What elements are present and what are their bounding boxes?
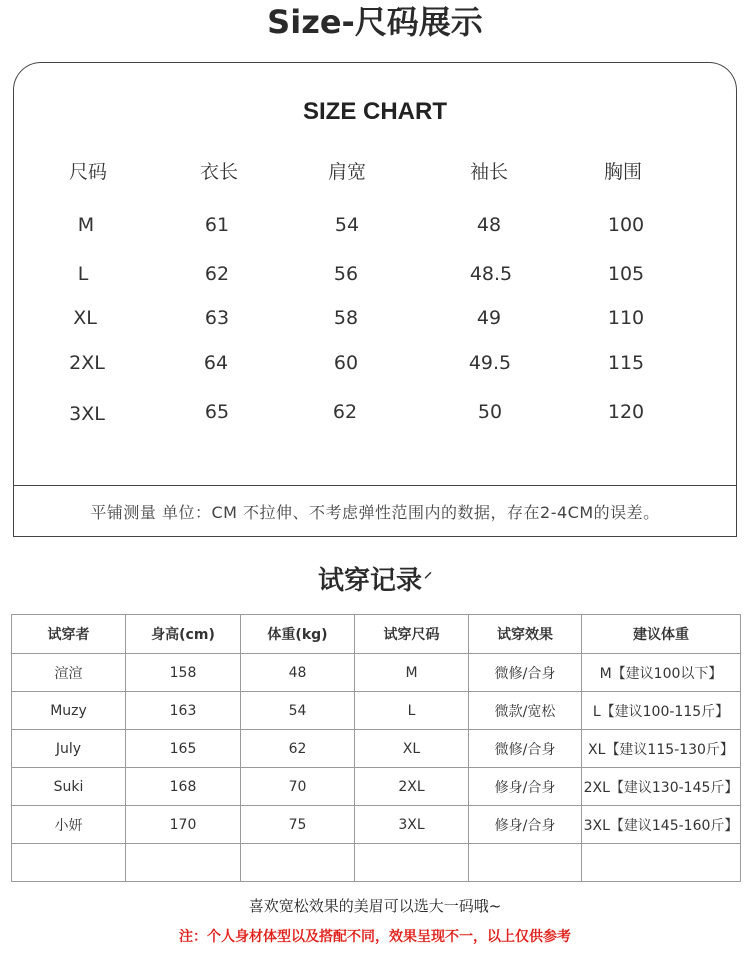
table-cell: 54 bbox=[241, 692, 355, 730]
try-on-title-text: 试穿记录 bbox=[317, 566, 422, 596]
table-cell: 修身/合身 bbox=[469, 768, 582, 806]
size-chart-cell: 63 bbox=[204, 307, 230, 329]
size-chart-cell: 49 bbox=[476, 307, 502, 329]
try-on-table bbox=[11, 614, 741, 882]
size-chart-cell: 58 bbox=[333, 307, 359, 329]
size-chart-header: 衣长 bbox=[199, 161, 239, 183]
size-chart-cell: 54 bbox=[334, 214, 360, 236]
table-cell: 3XL【建议145-160斤】 bbox=[582, 806, 741, 844]
size-chart-cell: 2XL bbox=[69, 352, 105, 374]
table-cell: 微款/宽松 bbox=[469, 692, 582, 730]
table-cell: 168 bbox=[126, 768, 241, 806]
table-header-cell: 试穿效果 bbox=[469, 615, 582, 654]
table-cell: 75 bbox=[241, 806, 355, 844]
card-divider bbox=[13, 485, 737, 486]
table-cell: 165 bbox=[126, 730, 241, 768]
table-cell: 163 bbox=[126, 692, 241, 730]
table-row bbox=[12, 730, 741, 768]
table-cell: L【建议100-115斤】 bbox=[582, 692, 741, 730]
size-chart-cell: 110 bbox=[607, 307, 645, 329]
table-cell bbox=[126, 844, 241, 882]
table-header-cell: 体重(kg) bbox=[241, 615, 355, 654]
table-cell: 3XL bbox=[355, 806, 469, 844]
size-chart-cell: 115 bbox=[607, 352, 645, 374]
size-chart-cell: 100 bbox=[607, 214, 645, 236]
table-header-cell: 试穿尺码 bbox=[355, 615, 469, 654]
table-header-cell: 建议体重 bbox=[582, 615, 741, 654]
size-chart-cell: M bbox=[77, 214, 95, 236]
table-cell: 170 bbox=[126, 806, 241, 844]
size-chart-card bbox=[13, 62, 737, 536]
table-cell: M bbox=[355, 654, 469, 692]
measurement-footnote: 平铺测量 单位：CM 不拉伸、不考虑弹性范围内的数据，存在2-4CM的误差。 bbox=[90, 503, 660, 522]
size-chart-cell: 3XL bbox=[69, 403, 105, 425]
table-row-empty bbox=[12, 844, 741, 882]
size-chart-cell: 50 bbox=[477, 401, 503, 423]
size-chart-header: 肩宽 bbox=[327, 161, 367, 183]
size-chart-header: 袖长 bbox=[469, 161, 509, 183]
table-cell: XL bbox=[355, 730, 469, 768]
table-cell: M【建议100以下】 bbox=[582, 654, 741, 692]
size-chart-cell: 65 bbox=[204, 401, 230, 423]
size-chart-header: 胸围 bbox=[603, 161, 643, 183]
size-chart-cell: 61 bbox=[204, 214, 230, 236]
table-cell: 微修/合身 bbox=[469, 654, 582, 692]
size-chart-cell: 105 bbox=[607, 263, 645, 285]
table-header-cell: 身高(cm) bbox=[126, 615, 241, 654]
table-header-cell: 试穿者 bbox=[12, 615, 126, 654]
page-title: Size-尺码展示 bbox=[267, 3, 483, 41]
table-cell: L bbox=[355, 692, 469, 730]
table-row bbox=[12, 692, 741, 730]
size-chart-cell: 62 bbox=[204, 263, 230, 285]
size-chart-cell: XL bbox=[73, 307, 97, 329]
table-cell: July bbox=[12, 730, 126, 768]
size-chart-title: SIZE CHART bbox=[303, 98, 447, 125]
table-cell: 2XL bbox=[355, 768, 469, 806]
size-chart-cell: 62 bbox=[332, 401, 358, 423]
size-chart-cell: 64 bbox=[203, 352, 229, 374]
size-chart-cell: 60 bbox=[333, 352, 359, 374]
title-deco-icon: ⸝ bbox=[424, 562, 433, 581]
table-cell bbox=[355, 844, 469, 882]
size-chart-cell: 120 bbox=[607, 401, 645, 423]
table-cell: 小妍 bbox=[12, 806, 126, 844]
table-cell: 62 bbox=[241, 730, 355, 768]
table-cell: 2XL【建议130-145斤】 bbox=[582, 768, 741, 806]
table-row bbox=[12, 806, 741, 844]
table-cell bbox=[469, 844, 582, 882]
table-row bbox=[12, 768, 741, 806]
size-chart-cell: L bbox=[77, 263, 89, 285]
size-chart-cell: 49.5 bbox=[468, 352, 512, 374]
table-cell bbox=[582, 844, 741, 882]
size-chart-cell: 48.5 bbox=[469, 263, 513, 285]
size-chart-cell: 56 bbox=[333, 263, 359, 285]
disclaimer-note: 注：个人身材体型以及搭配不同，效果呈现不一，以上仅供参考 bbox=[179, 929, 571, 945]
size-chart-header: 尺码 bbox=[68, 161, 108, 183]
try-on-title bbox=[0, 560, 750, 597]
table-cell: 70 bbox=[241, 768, 355, 806]
table-cell: Suki bbox=[12, 768, 126, 806]
size-chart-cell: 48 bbox=[476, 214, 502, 236]
table-cell: Muzy bbox=[12, 692, 126, 730]
table-cell: 158 bbox=[126, 654, 241, 692]
table-header-row bbox=[12, 615, 741, 654]
table-cell: 修身/合身 bbox=[469, 806, 582, 844]
table-row bbox=[12, 654, 741, 692]
table-cell: 渲渲 bbox=[12, 654, 126, 692]
table-cell: XL【建议115-130斤】 bbox=[582, 730, 741, 768]
table-cell bbox=[241, 844, 355, 882]
sizing-tip: 喜欢宽松效果的美眉可以选大一码哦~ bbox=[248, 897, 502, 915]
table-cell: 微修/合身 bbox=[469, 730, 582, 768]
table-cell bbox=[12, 844, 126, 882]
table-cell: 48 bbox=[241, 654, 355, 692]
card-bottom-line bbox=[13, 536, 737, 537]
